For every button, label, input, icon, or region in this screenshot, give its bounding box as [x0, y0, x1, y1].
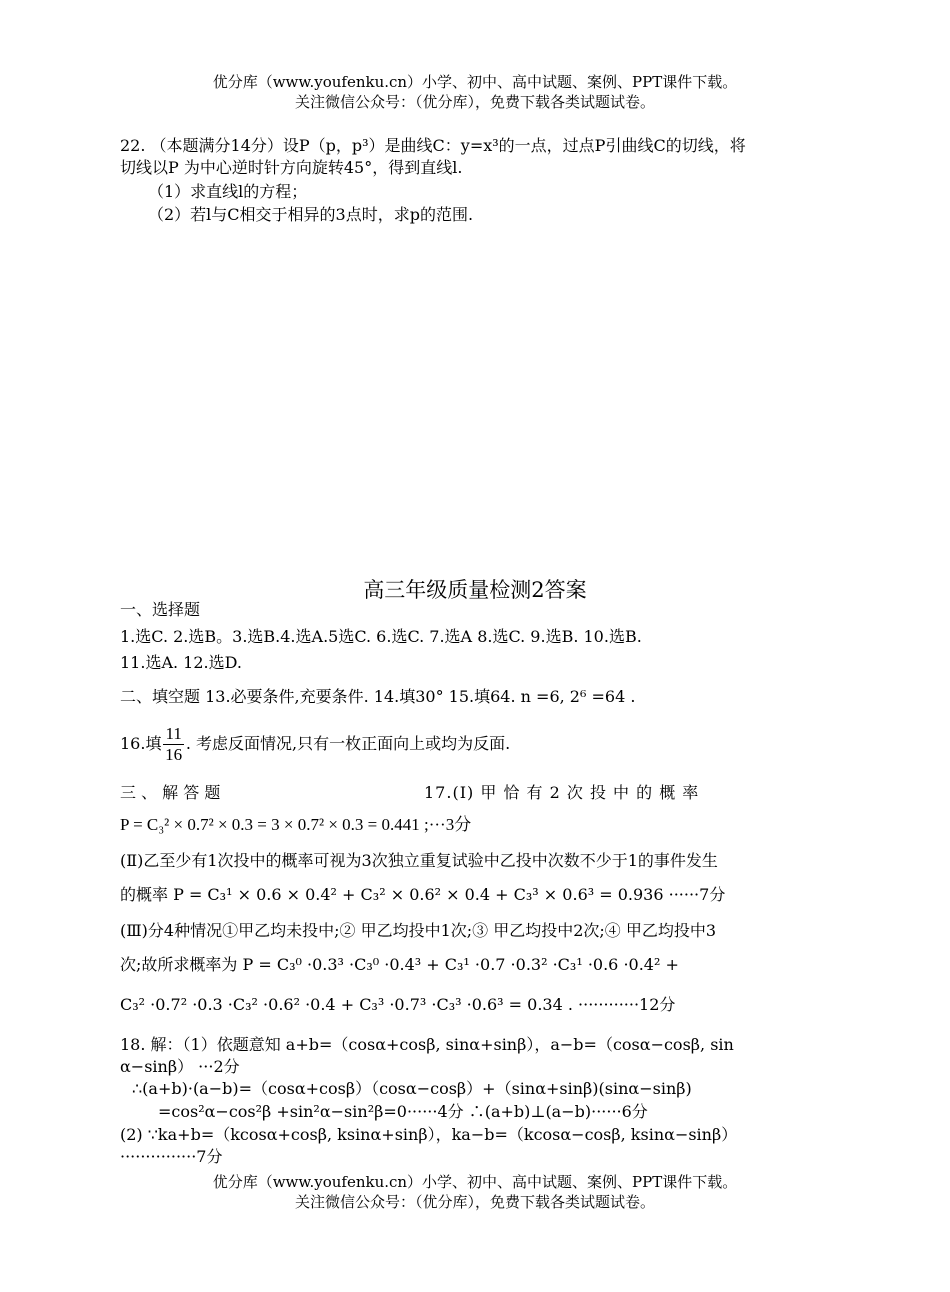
q16-denominator: 16: [165, 745, 183, 764]
q18-line-4: =cos²α−cos²β +sin²α−sin²β=0······4分 ∴(a+b)⊥(a−b)······6分: [158, 1102, 648, 1121]
q17-formula-1: P = C₃² × 0.7² × 0.3 = 3 × 0.7² × 0.3 = 0.441 ;···3分: [120, 815, 472, 834]
q17-part3-line-1: (Ⅲ)分4种情况①甲乙均未投中;② 甲乙均投中1次;③ 甲乙均投中2次;④ 甲乙均投中3: [120, 921, 717, 940]
q17-part3-line-2: 次;故所求概率为 P = C₃⁰ ·0.3³ ·C₃⁰ ·0.4³ + C₃¹ ·0.7 ·0.3² ·C₃¹ ·0.6 ·0.4² +: [120, 955, 679, 974]
q22-part-2: （2）若l与C相交于相异的3点时，求p的范围.: [148, 205, 474, 224]
q18-line-1: 18. 解：（1）依题意知 a+b=（cosα+cosβ, sinα+sinβ），a−b=（cosα−cosβ, sin: [120, 1035, 734, 1054]
q17-part2-line-1: (Ⅱ)乙至少有1次投中的概率可视为3次独立重复试验中乙投中次数不少于1的事件发生: [120, 851, 718, 870]
q16-suffix: . 考虑反面情况,只有一枚正面向上或均为反面.: [185, 734, 511, 753]
q18-line-5: (2) ∵ka+b=（kcosα+cosβ, ksinα+sinβ），ka−b=（kcosα−cosβ, ksinα−sinβ）: [120, 1125, 738, 1144]
q18-line-6: ···············7分: [120, 1147, 223, 1166]
q17-part2-line-2: 的概率 P = C₃¹ × 0.6 × 0.4² + C₃² × 0.6² × 0.4 + C₃³ × 0.6³ = 0.936 ······7分: [120, 885, 726, 904]
footer-line-2: 关注微信公众号：（优分库），免费下载各类试题试卷。: [294, 1193, 655, 1211]
section-1-line-1: 1.选C. 2.选B。3.选B.4.选A.5选C. 6.选C. 7.选A 8.选C. 9.选B. 10.选B.: [120, 627, 642, 646]
answer-title: 高三年级质量检测2答案: [363, 578, 587, 602]
header-line-1: 优分库（www.youfenku.cn）小学、初中、高中试题、案例、PPT课件下载。: [212, 73, 738, 91]
q16-fraction: [163, 724, 183, 765]
section-3-heading: 三 、 解 答 题: [120, 783, 221, 802]
q16-numerator: 11: [165, 724, 182, 743]
section-1-line-2: 11.选A. 12.选D.: [120, 653, 242, 672]
q22-part-1: （1）求直线l的方程；: [148, 182, 308, 201]
q17-part3-line-3: C₃² ·0.7² ·0.3 ·C₃² ·0.6² ·0.4 + C₃³ ·0.7³ ·C₃³ ·0.6³ = 0.34 . ············12分: [120, 995, 676, 1014]
q17-intro: 17.(Ⅰ) 甲 恰 有 2 次 投 中 的 概 率: [424, 783, 700, 802]
footer-line-1: 优分库（www.youfenku.cn）小学、初中、高中试题、案例、PPT课件下载。: [212, 1173, 738, 1191]
q22-line-1: 22. （本题满分14分）设P（p，p³）是曲线C：y=x³的一点，过点P引曲线C的切线，将: [120, 136, 746, 155]
q18-line-2: α−sinβ） ···2分: [120, 1057, 240, 1076]
section-1-heading: 一、选择题: [120, 600, 201, 619]
q22-line-2: 切线以P 为中心逆时针方向旋转45°，得到直线l.: [120, 158, 463, 177]
q16-prefix: 16.填: [120, 734, 162, 753]
header-line-2: 关注微信公众号：（优分库），免费下载各类试题试卷。: [294, 93, 655, 111]
q16-line: [120, 724, 510, 765]
q18-line-3: ∴(a+b)·(a−b)=（cosα+cosβ）（cosα−cosβ）+（sinα+sinβ)(sinα−sinβ): [132, 1079, 692, 1098]
section-2-line: 二、填空题 13.必要条件,充要条件. 14.填30° 15.填64. n =6, 2⁶ =64 .: [120, 687, 636, 706]
